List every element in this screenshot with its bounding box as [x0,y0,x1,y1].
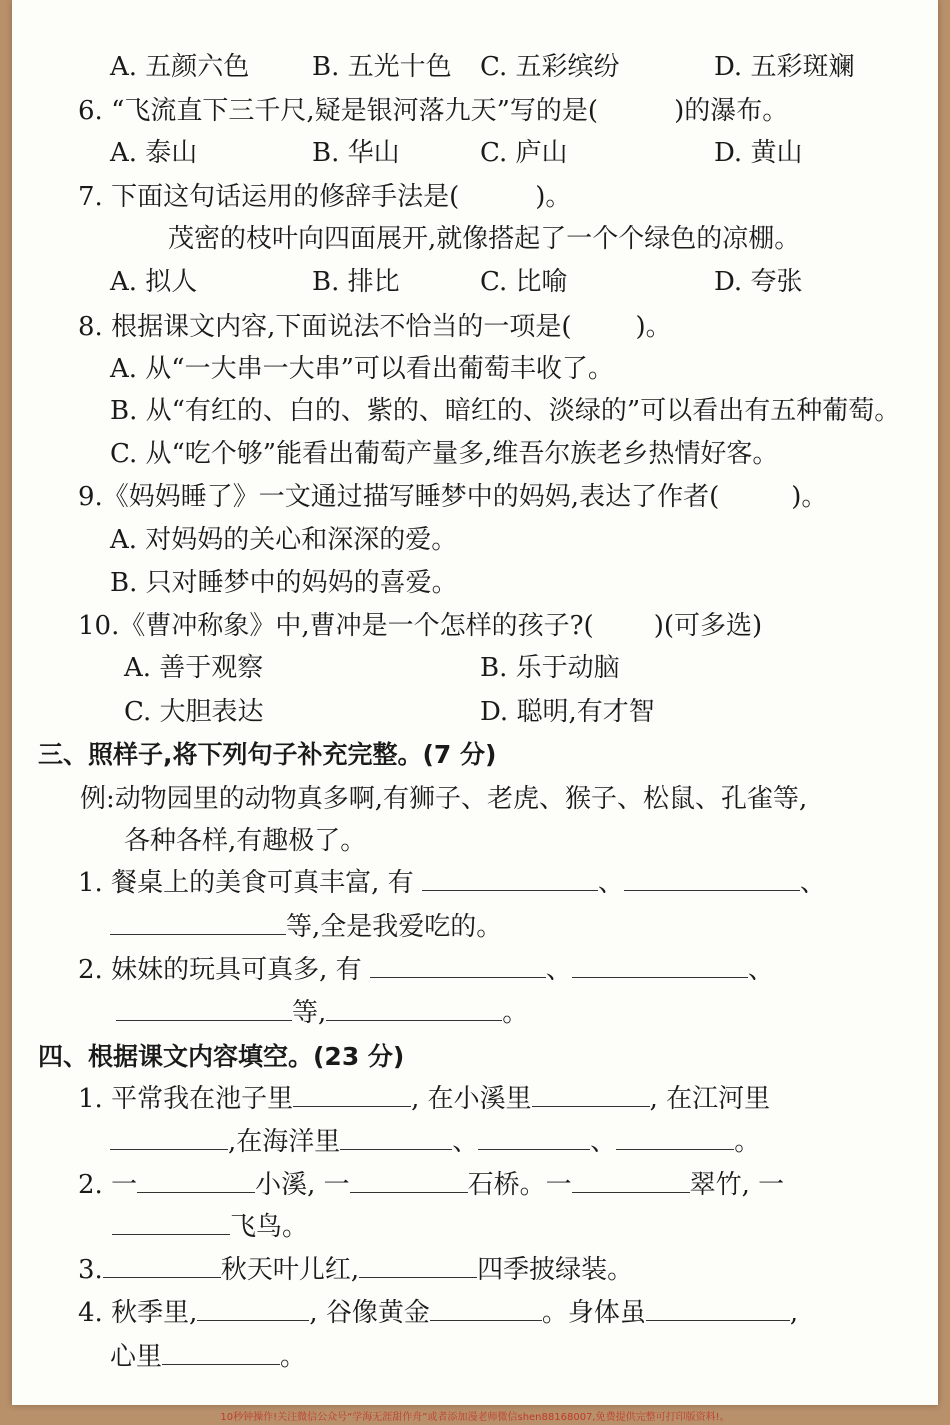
q8-stem-end: )。 [635,312,672,342]
footer-promo-text: 10秒钟操作!关注微信公众号“学海无涯甜作舟”或者添加漫老师微信shen88168007,免费提供完整可打印版资料!。 [220,1412,730,1423]
s4q4-blank-2[interactable] [430,1296,542,1321]
q8-option-b: B. 从“有红的、白的、紫的、暗红的、淡绿的”可以看出有五种葡萄。 [110,396,901,426]
q7-question [78,180,571,214]
s4q4-text-1: 4. 秋季里, [78,1298,198,1328]
q8-option-a: A. 从“一大串一大串”可以看出葡萄丰收了。 [110,354,614,384]
s3q1-blank-3[interactable] [110,910,286,935]
section-4-q4-line2 [110,1340,306,1374]
s4q2-blank-3[interactable] [572,1168,690,1193]
section-3-example-line2: 各种各样,有趣极了。 [124,826,367,856]
s4q1-blank-1[interactable] [293,1082,411,1107]
section-4-q1-line1 [78,1082,770,1116]
q10-stem-start: 10.《曹冲称象》中,曹冲是一个怎样的孩子?( [78,611,594,641]
section-3-q2-line1 [78,953,774,987]
s4q4-text-4: , [789,1298,799,1328]
q9-question [78,480,827,514]
q5-option-a: A. 五颜六色 [110,52,250,82]
s4q1-text-1: 1. 平常我在池子里 [78,1084,294,1114]
q7-option-c: C. 比喻 [480,267,568,297]
s4q1-blank-3[interactable] [110,1125,228,1150]
section-4-q2-line1 [78,1168,784,1202]
q9-option-b: B. 只对睡梦中的妈妈的喜爱。 [110,568,458,598]
s4q3-text-1: 秋天叶儿红, [220,1255,360,1285]
s4q4-blank-1[interactable] [197,1296,309,1321]
s4q2-text-5: 飞鸟。 [230,1212,309,1242]
s4q1-text-3: , 在江河里 [649,1084,771,1114]
section-3-q1-line2 [110,910,502,944]
section-3-q1-line1 [78,866,826,900]
q6-option-c: C. 庐山 [480,138,568,168]
section-3-q2-line2 [116,996,528,1030]
s3q2-blank-1[interactable] [370,953,546,978]
q10-question [78,609,762,643]
q5-option-d: D. 五彩斑斓 [714,52,855,82]
s4q4-text-5: 心里 [110,1342,163,1372]
s4q1-blank-2[interactable] [532,1082,650,1107]
s3q2-mid: 等, [292,998,327,1028]
s3q1-blank-1[interactable] [422,866,598,891]
q6-stem-end: )的瀑布。 [674,96,789,126]
q9-stem-start: 9.《妈妈睡了》一文通过描写睡梦中的妈妈,表达了作者( [78,482,720,512]
s4q1-sep-1: 、 [452,1127,479,1157]
s3q2-comma-1: 、 [545,955,572,985]
s3q1-text: 1. 餐桌上的美食可真丰富, 有 [78,868,414,898]
s3q2-end: 。 [502,998,529,1028]
s3q2-text: 2. 妹妹的玩具可真多, 有 [78,955,362,985]
q6-stem-start: 6. “飞流直下三千尺,疑是银河落九天”写的是( [78,96,599,126]
q8-stem-start: 8. 根据课文内容,下面说法不恰当的一项是( [78,312,572,342]
q6-option-b: B. 华山 [312,138,400,168]
s4q1-blank-4[interactable] [340,1125,452,1150]
q10-option-c: C. 大胆表达 [124,697,264,727]
s3q1-comma-2: 、 [799,868,826,898]
s3q2-comma-2: 、 [747,955,774,985]
q7-option-d: D. 夸张 [714,267,803,297]
s4q2-blank-1[interactable] [137,1168,255,1193]
q9-option-a: A. 对妈妈的关心和深深的爱。 [110,525,458,555]
section-4-q1-line2 [110,1125,760,1159]
s4q3-text-2: 四季披绿装。 [477,1255,634,1285]
q10-option-d: D. 聪明,有才智 [480,697,655,727]
s4q1-end: 。 [734,1127,761,1157]
s4q4-blank-3[interactable] [646,1296,790,1321]
s4q1-blank-6[interactable] [616,1125,734,1150]
section-3-example-line1: 例:动物园里的动物真多啊,有狮子、老虎、猴子、松鼠、孔雀等, [80,784,808,814]
s4q2-blank-4[interactable] [112,1210,230,1235]
q5-option-b: B. 五光十色 [312,52,452,82]
q8-option-c: C. 从“吃个够”能看出葡萄产量多,维吾尔族老乡热情好客。 [110,439,779,469]
q6-option-d: D. 黄山 [714,138,803,168]
s3q2-blank-2[interactable] [572,953,748,978]
section-3-title: 三、照样子,将下列句子补充完整。(7 分) [38,740,497,769]
q7-stem-start: 7. 下面这句话运用的修辞手法是( [78,182,460,212]
q7-option-a: A. 拟人 [110,267,198,297]
s3q1-end: 等,全是我爱吃的。 [286,912,503,942]
q7-sentence: 茂密的枝叶向四面展开,就像搭起了一个个绿色的凉棚。 [168,224,801,254]
s4q3-blank-2[interactable] [359,1253,477,1278]
section-4-q2-line2 [112,1210,308,1244]
q6-question [78,94,788,128]
q10-option-b: B. 乐于动脑 [480,653,620,683]
s4q3-num: 3. [78,1255,103,1285]
q6-option-a: A. 泰山 [110,138,198,168]
s4q1-text-4: ,在海洋里 [228,1127,341,1157]
q10-option-a: A. 善于观察 [124,653,264,683]
s4q4-text-3: 。身体虽 [541,1298,646,1328]
s4q2-blank-2[interactable] [350,1168,468,1193]
s4q2-text-4: 翠竹, 一 [689,1170,785,1200]
q8-question [78,310,672,344]
s4q2-text-2: 小溪, 一 [255,1170,350,1200]
s3q2-blank-4[interactable] [326,996,502,1021]
s4q2-text-3: 石桥。一 [467,1170,572,1200]
s4q3-blank-1[interactable] [103,1253,221,1278]
s4q4-text-6: 。 [280,1342,307,1372]
s4q4-text-2: , 谷像黄金 [309,1298,430,1328]
q10-stem-end: )(可多选) [653,611,763,641]
s4q1-sep-2: 、 [590,1127,617,1157]
section-4-q3 [78,1253,633,1287]
s3q1-comma-1: 、 [597,868,624,898]
q7-stem-end: )。 [535,182,572,212]
s4q1-blank-5[interactable] [478,1125,590,1150]
s4q4-blank-4[interactable] [162,1340,280,1365]
q9-stem-end: )。 [791,482,828,512]
q5-option-c: C. 五彩缤纷 [480,52,620,82]
s3q1-blank-2[interactable] [624,866,800,891]
section-4-title: 四、根据课文内容填空。(23 分) [38,1042,405,1071]
s3q2-blank-3[interactable] [116,996,292,1021]
s4q2-text-1: 2. 一 [78,1170,138,1200]
section-4-q4-line1 [78,1296,798,1330]
s4q1-text-2: , 在小溪里 [411,1084,532,1114]
q7-option-b: B. 排比 [312,267,400,297]
